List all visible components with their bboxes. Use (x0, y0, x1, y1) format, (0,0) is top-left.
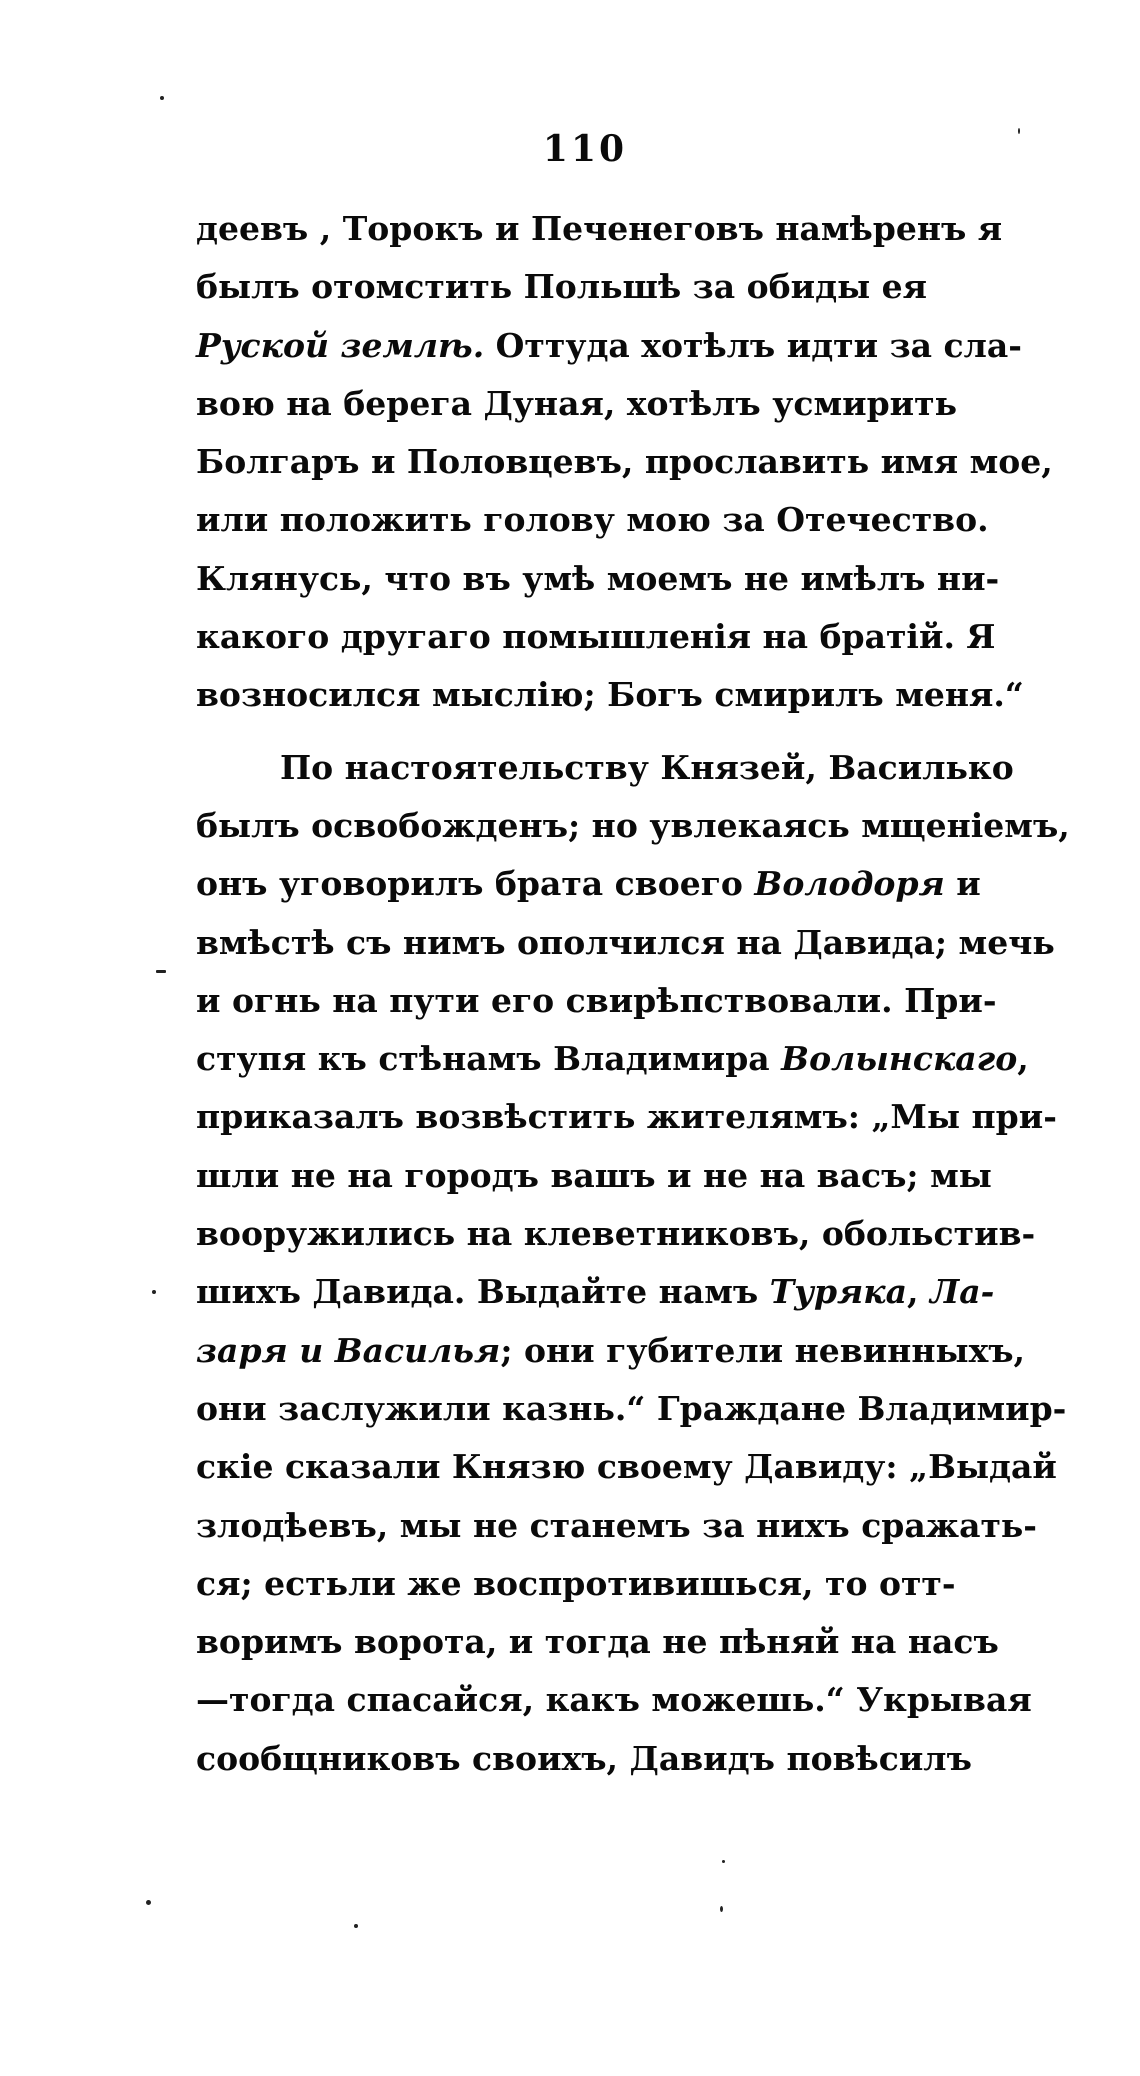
text-segment: Оттуда хотѣлъ идти за сла- (484, 325, 1022, 365)
text-line (196, 1322, 1140, 1380)
text-line (196, 550, 1140, 608)
text-line (196, 1205, 1140, 1263)
text-line (196, 433, 1140, 491)
text-segment: , (907, 1272, 931, 1312)
text-segment: былъ освобожденъ; но увлекаясь мщеніемъ, (196, 805, 1070, 845)
text-segment: онъ уговорилъ брата своего (196, 864, 755, 904)
paper-speck (1018, 128, 1020, 134)
text-segment: скіе сказали Князю своему Давиду: „Выдай (196, 1447, 1057, 1487)
text-segment: —тогда спасайся, какъ можешь.“ Укрывая (196, 1680, 1032, 1720)
text-line (196, 491, 1140, 549)
text-segment: и огнь на пути его свирѣпствовали. При- (196, 980, 997, 1020)
text-line (196, 855, 1140, 913)
paper-speck (722, 1860, 725, 1863)
paper-speck (156, 970, 166, 973)
text-line (196, 797, 1140, 855)
text-line (196, 1730, 1140, 1788)
text-segment: и (944, 864, 981, 904)
text-segment: шли не на городъ вашъ и не на васъ; мы (196, 1155, 992, 1195)
text-line (196, 1671, 1140, 1729)
italic-text: Володоря (754, 864, 945, 904)
text-segment: ся; естьли же воспротивишься, то отт- (196, 1563, 956, 1603)
text-line (196, 739, 1140, 797)
text-segment: ; они губители невинныхъ, (500, 1330, 1026, 1370)
text-line (196, 375, 1140, 433)
text-line (196, 666, 1140, 724)
italic-text: заря и Василья (196, 1330, 501, 1370)
italic-text: Волынскаго (781, 1039, 1018, 1079)
text-line (196, 258, 1140, 316)
text-segment: вооружились на клеветниковъ, обольстив- (196, 1214, 1036, 1254)
text-segment: какого другаго помышленія на братій. Я (196, 617, 996, 657)
text-line (196, 1613, 1140, 1671)
page-number: 110 (542, 128, 628, 170)
text-line (196, 1555, 1140, 1613)
body-text (196, 200, 1140, 1788)
text-segment: Болгаръ и Половцевъ, прославить имя мое, (196, 442, 1053, 482)
text-segment: ступя къ стѣнамъ Владимира (196, 1039, 782, 1079)
text-segment: Клянусь, что въ умѣ моемъ не имѣлъ ни- (196, 558, 1000, 598)
text-line (196, 1380, 1140, 1438)
text-segment: воримъ ворота, и тогда не пѣняй на насъ (196, 1622, 999, 1662)
text-segment: злодѣевъ, мы не станемъ за нихъ сражать- (196, 1505, 1038, 1545)
text-segment: они заслужили казнь.“ Граждане Владимир- (196, 1388, 1067, 1428)
italic-text: Ла- (930, 1272, 995, 1312)
text-segment: или положить голову мою за Отечество. (196, 500, 989, 540)
text-segment: возносился мыслію; Богъ смирилъ меня.“ (196, 675, 1024, 715)
text-segment: приказалъ возвѣстить жителямъ: „Мы при- (196, 1097, 1057, 1137)
text-line (196, 972, 1140, 1030)
text-segment: По настоятельству Князей, Василько (280, 747, 1014, 787)
text-line (196, 914, 1140, 972)
text-segment: вою на берега Дуная, хотѣлъ усмирить (196, 383, 957, 423)
paper-speck (160, 96, 164, 100)
italic-text: Туряка (769, 1272, 908, 1312)
text-segment: сообщниковъ своихъ, Давидъ повѣсилъ (196, 1738, 972, 1778)
text-line (196, 1497, 1140, 1555)
text-segment: былъ отомстить Польшѣ за обиды ея (196, 267, 928, 307)
text-segment: шихъ Давида. Выдайте намъ (196, 1272, 770, 1312)
text-segment: , (1017, 1039, 1029, 1079)
paper-speck (146, 1900, 151, 1905)
text-line (196, 317, 1140, 375)
text-segment: деевъ , Торокъ и Печенеговъ намѣренъ я (196, 209, 1003, 248)
paper-speck (720, 1906, 723, 1912)
text-line (196, 1147, 1140, 1205)
text-segment: вмѣстѣ съ нимъ ополчился на Давида; мечь (196, 922, 1055, 962)
paper-speck (354, 1924, 358, 1928)
text-line (196, 200, 1140, 258)
text-line (196, 1438, 1140, 1496)
italic-text: Руской землѣ. (196, 325, 485, 365)
paper-speck (152, 1290, 156, 1294)
text-line (196, 608, 1140, 666)
text-line (196, 1263, 1140, 1321)
text-line (196, 1030, 1140, 1088)
text-line (196, 1088, 1140, 1146)
